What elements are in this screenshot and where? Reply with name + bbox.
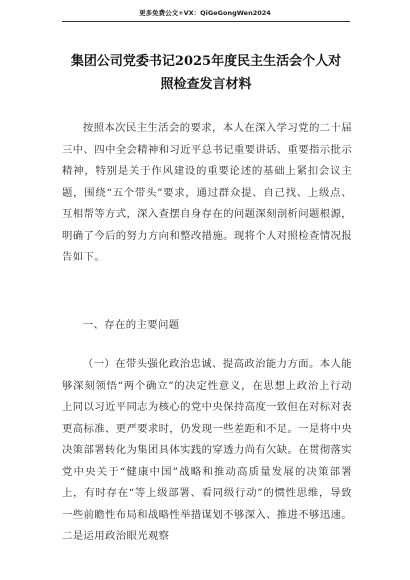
document-title: 集团公司党委书记2025年度民主生活会个人对照检查发言材料 (70, 54, 342, 92)
header-note: 更多免费公文+VX：QiGeGongWen2024 (139, 9, 271, 17)
intro-paragraph: 按照本次民主生活会的要求，本人在深入学习党的二十届三中、四中全会精神和习近平总书记重要讲话、重要指示批示精神，特别是关于作风建设的重要论述的基础上紧扣会议主题，围绕“五个带头”要求，通过群众提、自己找、上级点、互相帮等方式，深入查摆自身存在的问题深刻剖析问题根源，明确了今后的努力方向和整改措施。现将个人对照检查情况报告如下。 (62, 122, 352, 263)
header-divider (62, 21, 350, 22)
section-heading: 一、存在的主要问题 (82, 319, 180, 331)
section-paragraph: （一）在带头强化政治忠诚、提高政治能力方面。本人能够深刻领悟“两个确立”的决定性意义，在思想上政治上行动上同以习近平同志为核心的党中央保持高度一致但在对标对表更高标准、更严要求时，仍发现一些差距和不足。一是将中央决策部署转化为集团具体实践的穿透力尚有欠缺。在贯彻落实党中央关于“健康中国”战略和推动高质量发展的决策部署上，有时存在“等上级部署、看同级行动”的惯性思维，导致一些前瞻性布局和战略性举措谋划不够深入、推进不够迅速。二是运用政治眼光观察 (62, 358, 352, 542)
